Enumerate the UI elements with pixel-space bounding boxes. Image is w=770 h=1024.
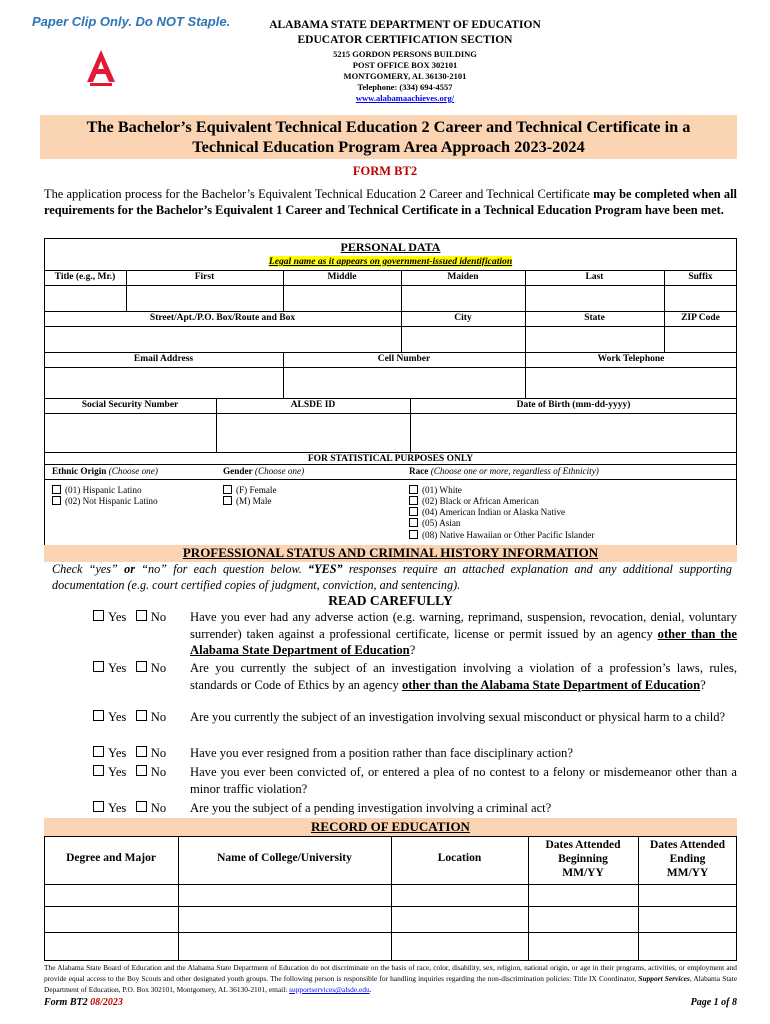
logo-letter: A: [101, 80, 102, 81]
input-cell[interactable]: [284, 368, 524, 397]
checkbox-icon[interactable]: [223, 485, 232, 494]
ethnic-origin-label: Ethnic Origin (Choose one): [52, 466, 158, 476]
support-email-link[interactable]: supportservices@alsde.edu: [289, 985, 370, 994]
form-footer-label: Form BT2 08/2023: [44, 997, 123, 1008]
label-street: Street/Apt./P.O. Box/Route and Box: [149, 313, 296, 323]
page-number: Page 1 of 8: [690, 997, 737, 1008]
label-cell: Cell Number: [377, 354, 431, 364]
input-state[interactable]: [526, 327, 663, 351]
col-dates-ending: Dates Attended Ending MM/YY: [649, 839, 726, 879]
input-maiden[interactable]: [402, 286, 524, 310]
address-line-3: MONTGOMERY, AL 36130-2101: [343, 71, 467, 81]
statistical-heading: FOR STATISTICAL PURPOSES ONLY: [307, 454, 474, 464]
question-4: Have you ever resigned from a position rather than face disciplinary action?: [190, 746, 573, 760]
input-last[interactable]: [526, 286, 663, 310]
form-title: [40, 117, 737, 157]
col-dates-beginning: Dates Attended Beginning MM/YY: [545, 839, 621, 879]
intro-bold-text: may be completed when all requirements for the Bachelor’s Equivalent 1 Career and Technical Certificate in a Technical Education Program have been met.: [44, 187, 737, 217]
intro-paragraph: [44, 186, 737, 218]
alsde-logo: [84, 48, 118, 88]
label-alsde-id: ALSDE ID: [290, 400, 336, 410]
form-title-line-1: The Bachelor’s Equivalent Technical Education 2 Career and Technical Certificate in a: [86, 117, 691, 136]
label-zip: ZIP Code: [681, 313, 720, 323]
professional-heading: PROFESSIONAL STATUS AND CRIMINAL HISTORY INFORMATION: [182, 545, 599, 560]
question-6: Are you the subject of a pending investigation involving a criminal act?: [190, 801, 552, 815]
professional-instructions: Check “yes” or “no” for each question below. “YES” responses require an attached explanation and any additional supporting documentation (e.g. court certified copies of judgment, conviction, and sentencing).: [52, 562, 733, 592]
checkbox-icon[interactable]: [136, 801, 147, 812]
label-work-phone: Work Telephone: [597, 354, 665, 364]
intro-text: The application process for the Bachelor’s Equivalent Technical Education 2 Career and Technical Certificate: [44, 187, 594, 201]
label-dob: Date of Birth (mm-dd-yyyy): [516, 400, 631, 410]
input-work-phone[interactable]: [526, 368, 736, 397]
paper-clip-notice: Paper Clip Only. Do NOT Staple.: [32, 14, 231, 29]
q3-options[interactable]: Yes No: [93, 710, 188, 725]
label-email: Email Address: [133, 354, 194, 364]
checkbox-icon[interactable]: [52, 485, 61, 494]
checkbox-icon[interactable]: [93, 710, 104, 721]
input-dob[interactable]: [411, 414, 736, 451]
race-option-white[interactable]: (01) White: [409, 485, 462, 495]
education-row-1[interactable]: [45, 885, 736, 905]
race-option-black[interactable]: (02) Black or African American: [409, 496, 539, 506]
checkbox-icon[interactable]: [52, 496, 61, 505]
question-5: Have you ever been convicted of, or entered a plea of no contest to a felony or misdemeanor other than a minor traffic violation?: [190, 765, 737, 796]
question-2: Are you currently the subject of an investigation involving a violation of a profession’s laws, rules, standards or Code of Ethics by an agency other than the Alabama State Department of Education?: [190, 661, 737, 692]
checkbox-icon[interactable]: [409, 518, 418, 527]
input-ssn[interactable]: [45, 414, 215, 451]
input-alsde-id[interactable]: [217, 414, 409, 451]
form-code: FORM BT2: [352, 164, 418, 178]
q1-options[interactable]: Yes No: [93, 610, 188, 625]
read-carefully: READ CAREFULLY: [328, 593, 453, 608]
nondiscrimination-statement: The Alabama State Board of Education and the Alabama State Department of Education do not discriminate on the basis of race, color, disability, sex, religion, national origin, or age in their programs, activities, or employment and provide equal access to the Boy Scouts and other designated youth groups. The following person is responsible for handling inquiries regarding the non-discrimination policies: Title IX Coordinator, Support Services, Alabama State Department of Education, P.O. Box 302101, Montgomery, AL 36130-2101, email: supportservices@alsde.edu.: [44, 963, 737, 994]
race-option-american-indian[interactable]: (04) American Indian or Alaska Native: [409, 507, 565, 517]
checkbox-icon[interactable]: [93, 661, 104, 672]
address-line-2: POST OFFICE BOX 302101: [352, 60, 458, 70]
input-zip[interactable]: [665, 327, 736, 351]
legal-name-note: Legal name as it appears on government-issued identification: [268, 256, 513, 267]
checkbox-icon[interactable]: [409, 496, 418, 505]
label-city: City: [454, 313, 472, 323]
checkbox-icon[interactable]: [136, 661, 147, 672]
input-suffix[interactable]: [665, 286, 736, 310]
gender-label: Gender (Choose one): [223, 466, 305, 476]
checkbox-icon[interactable]: [93, 801, 104, 812]
question-3: Are you currently the subject of an investigation involving sexual misconduct or physical harm to a child?: [190, 710, 726, 724]
address-line-1: 5215 GORDON PERSONS BUILDING: [333, 49, 477, 59]
ethnic-option-hispanic[interactable]: (01) Hispanic Latino: [52, 485, 142, 495]
education-heading: RECORD OF EDUCATION: [311, 819, 470, 834]
label-title: Title (e.g., Mr.): [54, 272, 116, 282]
input-title[interactable]: [45, 286, 125, 310]
checkbox-icon[interactable]: [409, 507, 418, 516]
label-maiden: Maiden: [447, 272, 479, 282]
col-college: Name of College/University: [217, 852, 352, 864]
col-degree-major: Degree and Major: [66, 852, 156, 864]
form-title-line-2: Technical Education Program Area Approach 2023-2024: [192, 137, 585, 156]
label-middle: Middle: [327, 272, 357, 282]
q4-options[interactable]: Yes No: [93, 746, 188, 761]
checkbox-icon[interactable]: [223, 496, 232, 505]
label-suffix: Suffix: [688, 272, 713, 282]
checkbox-icon[interactable]: [136, 710, 147, 721]
personal-data-heading: PERSONAL DATA: [340, 240, 441, 254]
gender-option-male[interactable]: (M) Male: [223, 496, 271, 506]
q6-options[interactable]: Yes No: [93, 801, 188, 816]
input-street[interactable]: [45, 327, 400, 351]
input-city[interactable]: [402, 327, 524, 351]
q5-options[interactable]: Yes No: [93, 765, 188, 780]
department-name: ALABAMA STATE DEPARTMENT OF EDUCATION: [269, 19, 541, 31]
checkbox-icon[interactable]: [93, 765, 104, 776]
question-1: Have you ever had any adverse action (e.g. warning, reprimand, suspension, revocation, denial, voluntary surrender) taken against a professional certificate, license or permit issued by an agency other than the Alabama State Department of Education?: [190, 610, 738, 657]
telephone: Telephone: (334) 694-4557: [357, 82, 453, 92]
label-last: Last: [585, 272, 604, 282]
input-email[interactable]: [45, 368, 282, 397]
checkbox-icon[interactable]: [93, 610, 104, 621]
checkbox-icon[interactable]: [409, 530, 418, 539]
race-option-pacific-islander[interactable]: (08) Native Hawaiian or Other Pacific Islander: [409, 530, 594, 540]
checkbox-icon[interactable]: [136, 746, 147, 757]
col-location: Location: [437, 852, 482, 864]
education-row-3[interactable]: [45, 933, 736, 960]
checkbox-icon[interactable]: [136, 765, 147, 776]
input-first[interactable]: [127, 286, 282, 310]
section-name: EDUCATOR CERTIFICATION SECTION: [297, 34, 513, 46]
q2-options[interactable]: Yes No: [93, 661, 188, 676]
label-first: First: [194, 272, 215, 282]
label-state: State: [584, 313, 605, 323]
ethnic-option-not-hispanic[interactable]: (02) Not Hispanic Latino: [52, 496, 158, 506]
checkbox-icon[interactable]: [93, 746, 104, 757]
checkbox-icon[interactable]: [136, 610, 147, 621]
label-ssn: Social Security Number: [81, 400, 179, 410]
checkbox-icon[interactable]: [409, 485, 418, 494]
race-label: Race (Choose one or more, regardless of Ethnicity): [409, 466, 599, 476]
website-link[interactable]: www.alabamaachieves.org/: [355, 93, 455, 103]
gender-option-female[interactable]: (F) Female: [223, 485, 277, 495]
input-middle[interactable]: [284, 286, 400, 310]
race-option-asian[interactable]: (05) Asian: [409, 518, 461, 528]
education-row-2[interactable]: [45, 907, 736, 931]
